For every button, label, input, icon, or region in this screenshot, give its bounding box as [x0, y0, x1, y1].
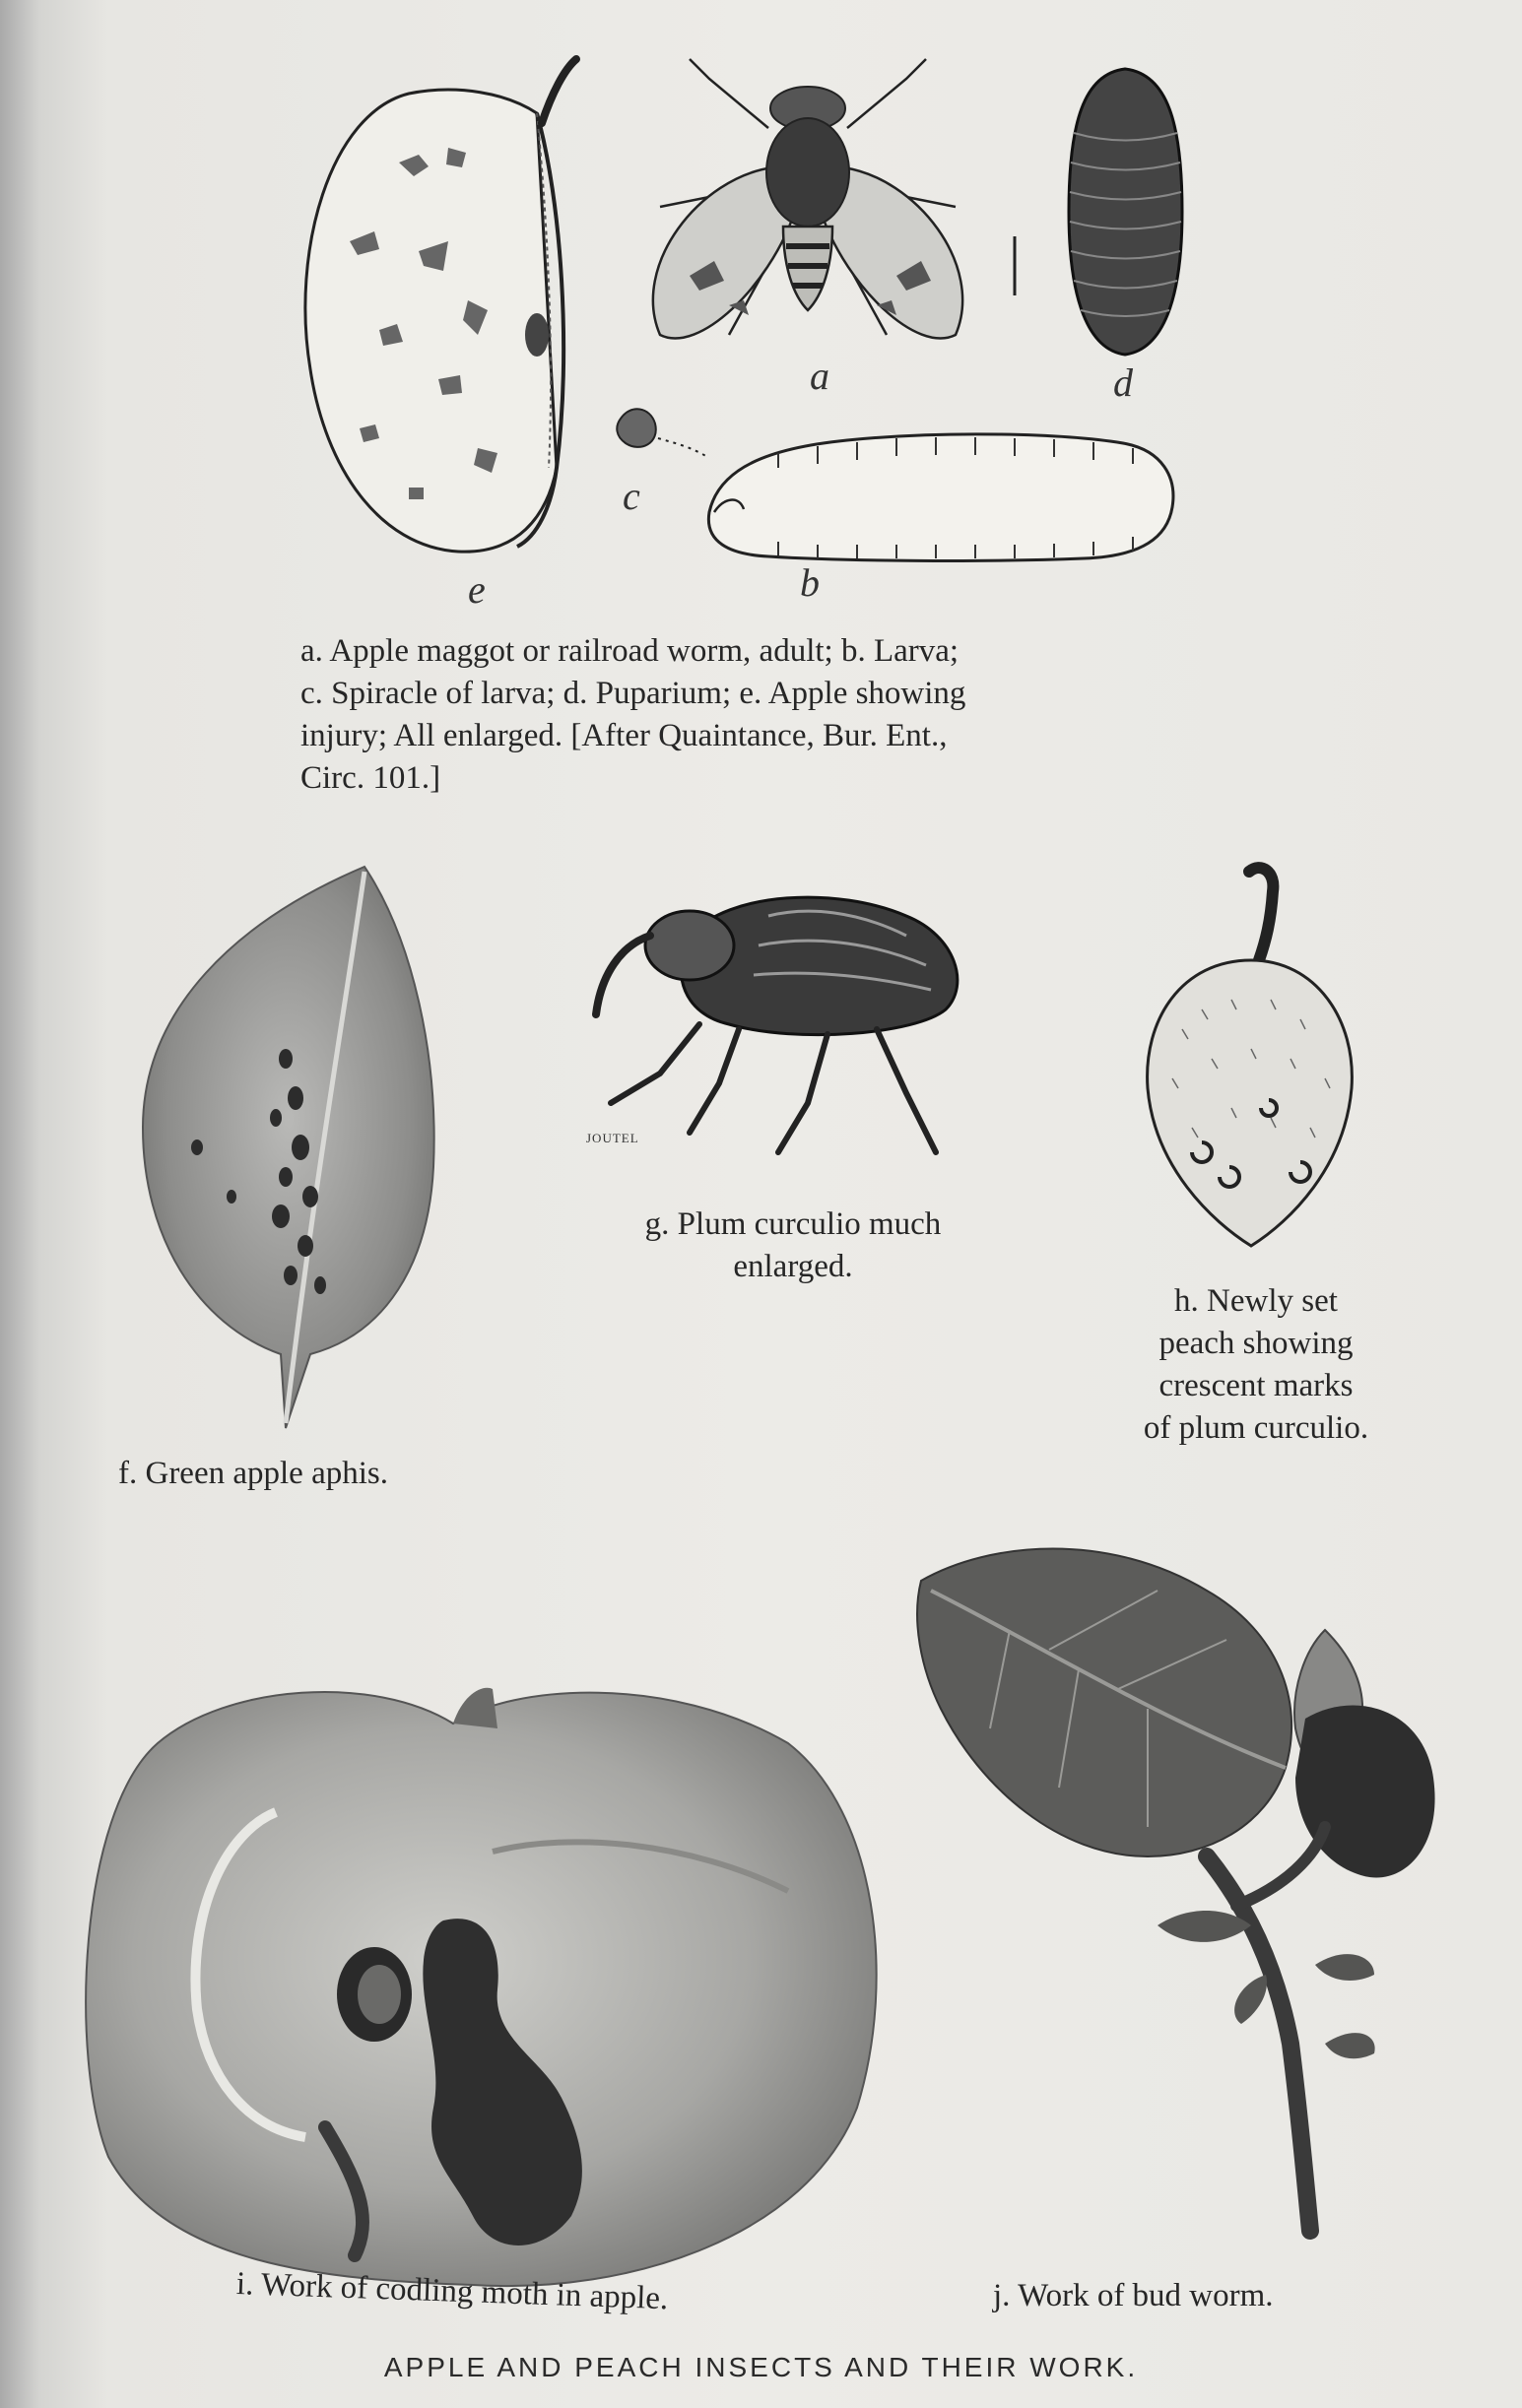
apple-injury-illustration [291, 54, 626, 566]
plate-title: APPLE AND PEACH INSECTS AND THEIR WORK. [383, 2352, 1139, 2382]
figure-letter-a: a [810, 354, 829, 398]
bud-worm-branch-photo [911, 1531, 1463, 2241]
peach-illustration [1143, 862, 1359, 1251]
caption-plum-curculio: g. Plum curculio much enlarged. [644, 1206, 942, 1284]
caption-codling-moth: i. Work of codling moth in apple. [235, 2266, 669, 2317]
larva-illustration [690, 419, 1182, 581]
aphis-leaf-photo [138, 862, 443, 1428]
plum-curculio-illustration [581, 877, 975, 1172]
figure-letter-c: c [623, 474, 640, 518]
illustrator-signature: JOUTEL [586, 1131, 639, 1145]
puparium-illustration [1059, 64, 1192, 359]
caption-green-apple-aphis: f. Green apple aphis. [118, 1456, 388, 1491]
caption-peach: h. Newly set peach showing crescent marks of plum curculio. [1143, 1283, 1369, 1446]
codling-moth-apple-photo [79, 1664, 887, 2300]
caption-apple-maggot: a. Apple maggot or railroad worm, adult; b. Larva; c. Spiracle of larva; d. Puparium; e. Apple showing injury; All enlarged. [After Quaintance, Bur. Ent., Circ. 101.] [300, 633, 966, 796]
figure-letter-b: b [800, 560, 820, 605]
apple-maggot-fly-illustration [601, 39, 1015, 364]
figure-letter-e: e [468, 567, 486, 612]
figure-letter-d: d [1113, 360, 1133, 405]
caption-bud-worm: j. Work of bud worm. [993, 2278, 1274, 2313]
